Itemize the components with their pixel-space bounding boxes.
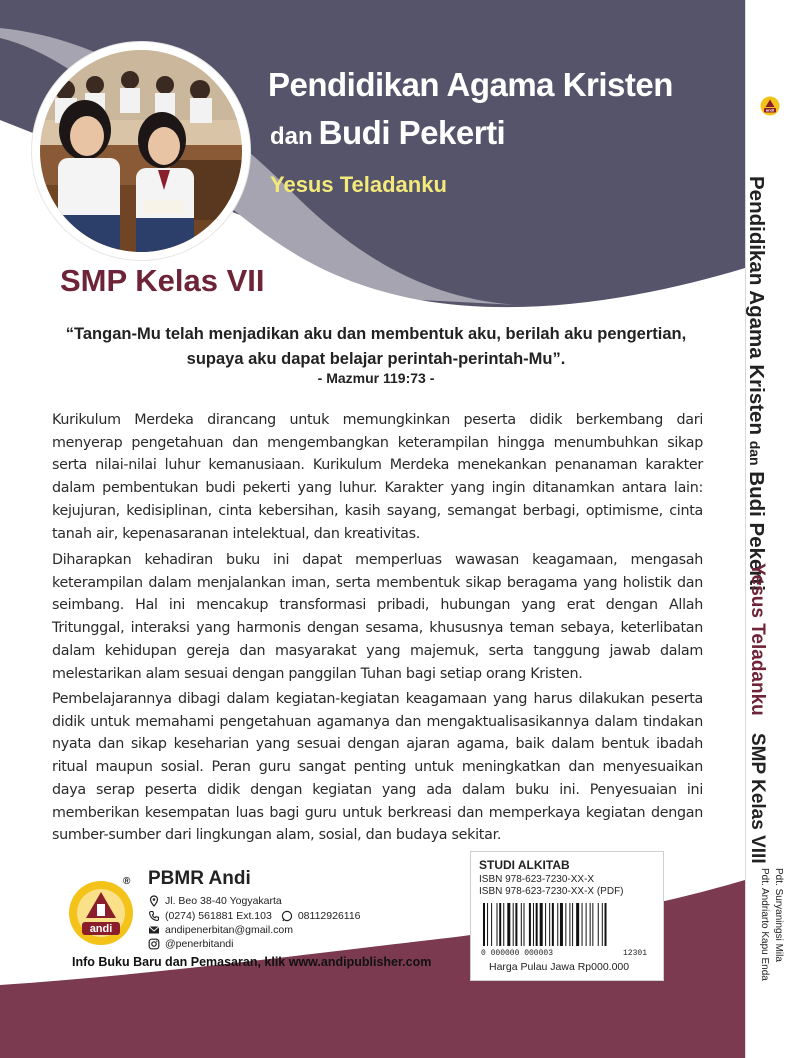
spine-title-dan: dan <box>746 440 763 466</box>
logo-text: andi <box>89 923 113 935</box>
barcode-bar <box>598 903 599 946</box>
spine-title <box>744 176 768 591</box>
title-dan: dan <box>270 123 313 150</box>
email-text: andipenerbitan@gmail.com <box>165 924 293 936</box>
spine-author-1: Pdt. Suryaningsi Mila <box>773 868 784 962</box>
grade-label: SMP Kelas VII <box>60 263 265 298</box>
barcode-number-left: 0 000000 000003 <box>481 949 554 957</box>
contact-email <box>148 924 293 936</box>
barcode-bar <box>576 903 579 946</box>
barcode-bar <box>524 903 525 946</box>
barcode-bar <box>487 903 488 946</box>
barcode-bar <box>503 903 504 946</box>
instagram-text: @penerbitandi <box>165 938 234 950</box>
phone-text: (0274) 561881 Ext.103 <box>165 910 272 922</box>
spine-grade: SMP Kelas VIII <box>747 733 768 864</box>
title-budi-pekerti: Budi Pekerti <box>318 114 506 151</box>
barcode-bar <box>521 903 522 946</box>
spine-title-part2: Budi Pekerti <box>744 471 768 591</box>
barcode-bar <box>499 903 501 946</box>
barcode-bar <box>560 903 563 946</box>
barcode-bar <box>586 903 587 946</box>
whatsapp-text: 08112926116 <box>297 910 361 922</box>
spine-logo-text: andi <box>765 107 775 113</box>
contact-phones <box>148 910 361 922</box>
registered-mark: ® <box>123 876 131 887</box>
barcode-bar <box>605 903 607 946</box>
isbn-print: ISBN 978-623-7230-XX-X <box>479 874 595 885</box>
barcode-bar <box>545 903 546 946</box>
spine-andi-logo <box>760 96 780 116</box>
barcode-bar <box>569 903 570 946</box>
barcode-bars <box>483 903 607 946</box>
barcode-bar <box>549 903 550 946</box>
isbn-category: STUDI ALKITAB <box>479 858 570 872</box>
barcode-bar <box>536 903 538 946</box>
spine-subtitle: Yesus Teladanku <box>747 563 768 716</box>
barcode-bar <box>515 903 517 946</box>
barcode-number-right: 12301 <box>623 949 648 957</box>
barcode-bar <box>529 903 531 946</box>
isbn-pdf: ISBN 978-623-7230-XX-X (PDF) <box>479 886 624 897</box>
book-title-line1: Pendidikan Agama Kristen <box>268 66 673 103</box>
bible-quote: “Tangan-Mu telah menjadikan aku dan membentuk aku, berilah aku pengertian, supaya aku dapat belajar perintah-perintah-Mu”. <box>65 325 687 368</box>
blurb-paragraph-1: Kurikulum Merdeka dirancang untuk memungkinkan peserta didik berkembang dari menyerap pengetahuan dan mengembangkan keterampilan hingga menumbuhkan sikap serta nilai-nilai luhur kemanusiaan. Kurikulum Merdeka menekankan penanaman karakter dalam pembentukan budi pekerti yang luhur. Karakter yang ingin ditanamkan antara lain: kejujuran, kedisiplinan, cinta kebersihan, kasih sayang, semangat berbagi, optimisme, cinta tanah air, kepenasaranan intelektual, dan kreativitas. <box>52 412 703 542</box>
phone-icon <box>148 910 160 922</box>
barcode <box>479 903 655 957</box>
barcode-bar <box>513 903 514 946</box>
barcode-bar <box>590 903 591 946</box>
barcode-bar <box>592 903 593 946</box>
barcode-bar <box>602 903 603 946</box>
address-text: Jl. Beo 38-40 Yogyakarta <box>165 895 282 907</box>
contact-instagram <box>148 938 233 950</box>
barcode-bar <box>540 903 543 946</box>
andi-logo <box>68 880 134 946</box>
info-line: Info Buku Baru dan Pemasaran, klik www.andipublisher.com <box>72 955 432 969</box>
book-subtitle: Yesus Teladanku <box>270 172 447 197</box>
quote-reference: - Mazmur 119:73 - <box>317 370 435 386</box>
location-pin-icon <box>148 895 160 907</box>
barcode-bar <box>572 903 573 946</box>
contact-address <box>148 895 282 907</box>
isbn-box <box>470 851 664 981</box>
barcode-bar <box>582 903 583 946</box>
blurb-paragraph-3: Pembelajarannya dibagi dalam kegiatan-kegiatan keagamaan yang harus dilakukan peserta didik untuk memahami pengetahuan agamanya dan mengaktualisasikannya dalam tindakan nyata dan sikap keseharian yang sesuai dengan ajaran agama, baik dalam bentuk ibadah ritual maupun sosial. Peran guru sangat penting untuk meningkatkan dan menyesuaikan daya serap peserta didik dengan kegiatan yang ada dalam buku ini. Penyesuaian ini memberikan kesempatan luas bagi guru untuk berkreasi dan memperkaya kegiatan dengan sumber-sumber dari lingkungan alam, sosial, dan budaya sekitar. <box>52 691 703 844</box>
barcode-bar <box>565 903 566 946</box>
barcode-bar <box>552 903 554 946</box>
publisher-name: PBMR Andi <box>148 868 251 889</box>
whatsapp-icon <box>281 910 293 922</box>
barcode-bar <box>497 903 498 946</box>
barcode-bar <box>491 903 492 946</box>
barcode-bar <box>533 903 534 946</box>
barcode-bar <box>507 903 510 946</box>
instagram-icon <box>148 938 160 950</box>
blurb-paragraph-2: Diharapkan kehadiran buku ini dapat memperluas wawasan keagamaan, mengasah keterampilan dalam menjalankan iman, serta membentuk sikap beragama yang holistik dan seimbang. Hal ini mencakup transformasi pribadi, hubungan yang erat dengan Allah Tritunggal, interaksi yang harmonis dengan sesama, khususnya teman sebaya, keterlibatan dalam kehidupan gereja dan masyarakat yang majemuk, serta tanggung jawab dalam melestarikan alam sesuai dengan panggilan Tuhan bagi setiap orang Kristen. <box>52 552 703 682</box>
spine-title-part1: Pendidikan Agama Kristen <box>744 176 768 435</box>
barcode-bar <box>557 903 558 946</box>
price-label: Harga Pulau Jawa Rp000.000 <box>489 961 630 973</box>
barcode-bar <box>483 903 485 946</box>
mail-icon <box>148 924 160 936</box>
spine-author-2: Pdt. Andriarto Kapu Enda <box>759 868 770 981</box>
